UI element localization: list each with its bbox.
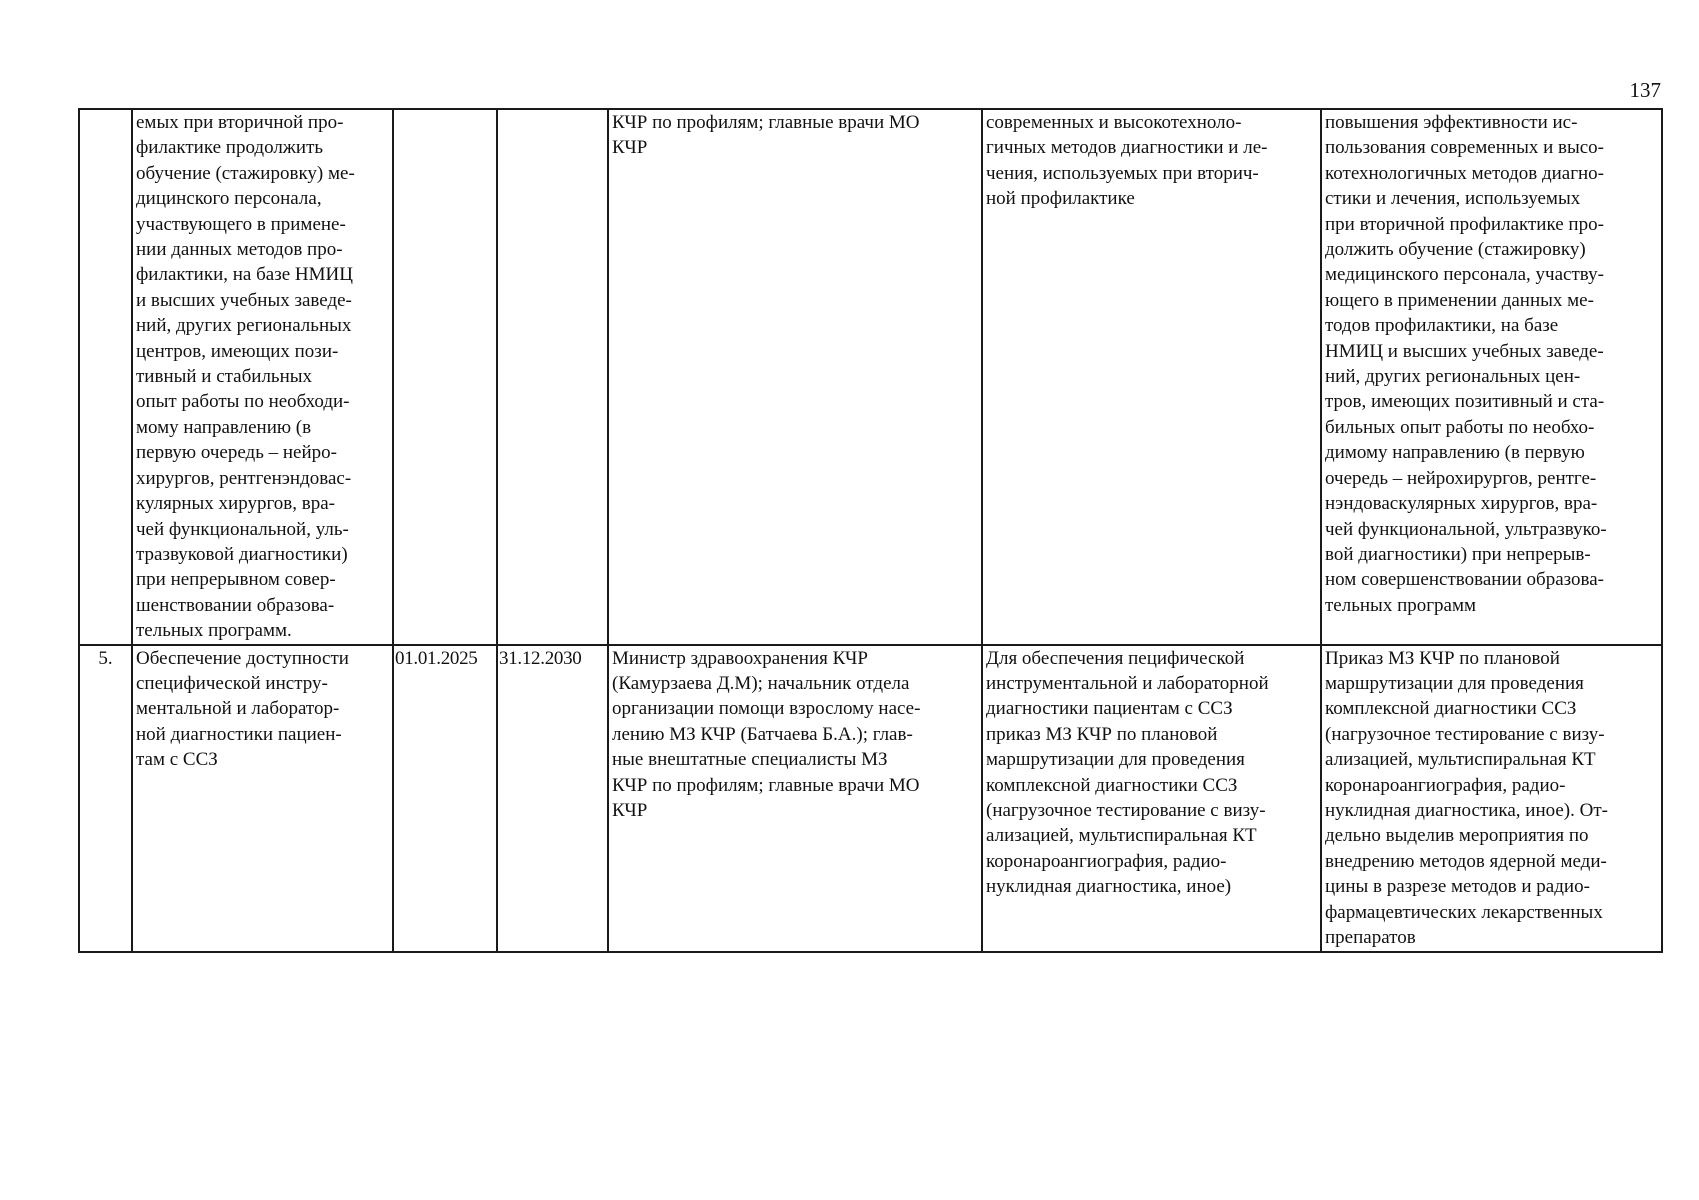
start-date-cell: 01.01.2025 <box>393 645 497 952</box>
table-row <box>79 109 1662 645</box>
table-row <box>79 645 1662 952</box>
row-number-cell: 5. <box>79 645 132 952</box>
row-number-cell <box>79 109 132 645</box>
start-date-cell <box>393 109 497 645</box>
page-number: 137 <box>1629 78 1661 102</box>
characteristic-cell: современных и высокотехноло- гичных методов диагностики и ле- чения, используемых при вторич- ной профилактике <box>982 109 1321 645</box>
result-cell: Приказ МЗ КЧР по плановой маршрутизации для проведения комплексной диагностики ССЗ (нагрузочное тестирование с визу- ализацией, мультиспиральная КТ коронароангиография, радио- нуклидная диагностика, иное). От- дельно выделив мероприятия по внедрению методов ядерной меди- цины в разрезе методов и радио- фармацевтических лекарственных препаратов <box>1321 645 1662 952</box>
responsible-cell: Министр здравоохранения КЧР (Камурзаева Д.М); начальник отдела организации помощи взрослому насе- лению МЗ КЧР (Батчаева Б.А.); глав- ные внештатные специалисты МЗ КЧР по профилям; главные врачи МО КЧР <box>608 645 982 952</box>
action-plan-table <box>78 108 1663 953</box>
responsible-cell: КЧР по профилям; главные врачи МО КЧР <box>608 109 982 645</box>
result-cell: повышения эффективности ис- пользования современных и высо- котехнологичных методов диагно- стики и лечения, используемых при вторичной профилактике про- должить обучение (стажировку) медицинского персонала, участву- ющего в применении данных ме- тодов профилактики, на базе НМИЦ и высших учебных заведе- ний, других региональных цен- тров, имеющих позитивный и ста- бильных опыт работы по необхо- димому направлению (в первую очередь – нейрохирургов, рентге- нэндоваскулярных хирургов, вра- чей функциональной, ультразвуко- вой диагностики) при непрерыв- ном совершенствовании образова- тельных программ <box>1321 109 1662 645</box>
characteristic-cell: Для обеспечения пецифической инструментальной и лабораторной диагностики пациентам с ССЗ приказ МЗ КЧР по плановой маршрутизации для проведения комплексной диагностики ССЗ (нагрузочное тестирование с визу- ализацией, мультиспиральная КТ коронароангиография, радио- нуклидная диагностика, иное) <box>982 645 1321 952</box>
measure-cell: емых при вторичной про- филактике продолжить обучение (стажировку) ме- дицинского персонала, участвующего в примене- нии данных методов про- филактики, на базе НМИЦ и высших учебных заведе- ний, других региональных центров, имеющих пози- тивный и стабильных опыт работы по необходи- мому направлению (в первую очередь – нейро- хирургов, рентгенэндовас- кулярных хирургов, вра- чей функциональной, уль- тразвуковой диагностики) при непрерывном совер- шенствовании образова- тельных программ. <box>132 109 393 645</box>
measure-cell: Обеспечение доступности специфической инстру- ментальной и лаборатор- ной диагностики пациен- там с ССЗ <box>132 645 393 952</box>
end-date-cell: 31.12.2030 <box>497 645 608 952</box>
end-date-cell <box>497 109 608 645</box>
